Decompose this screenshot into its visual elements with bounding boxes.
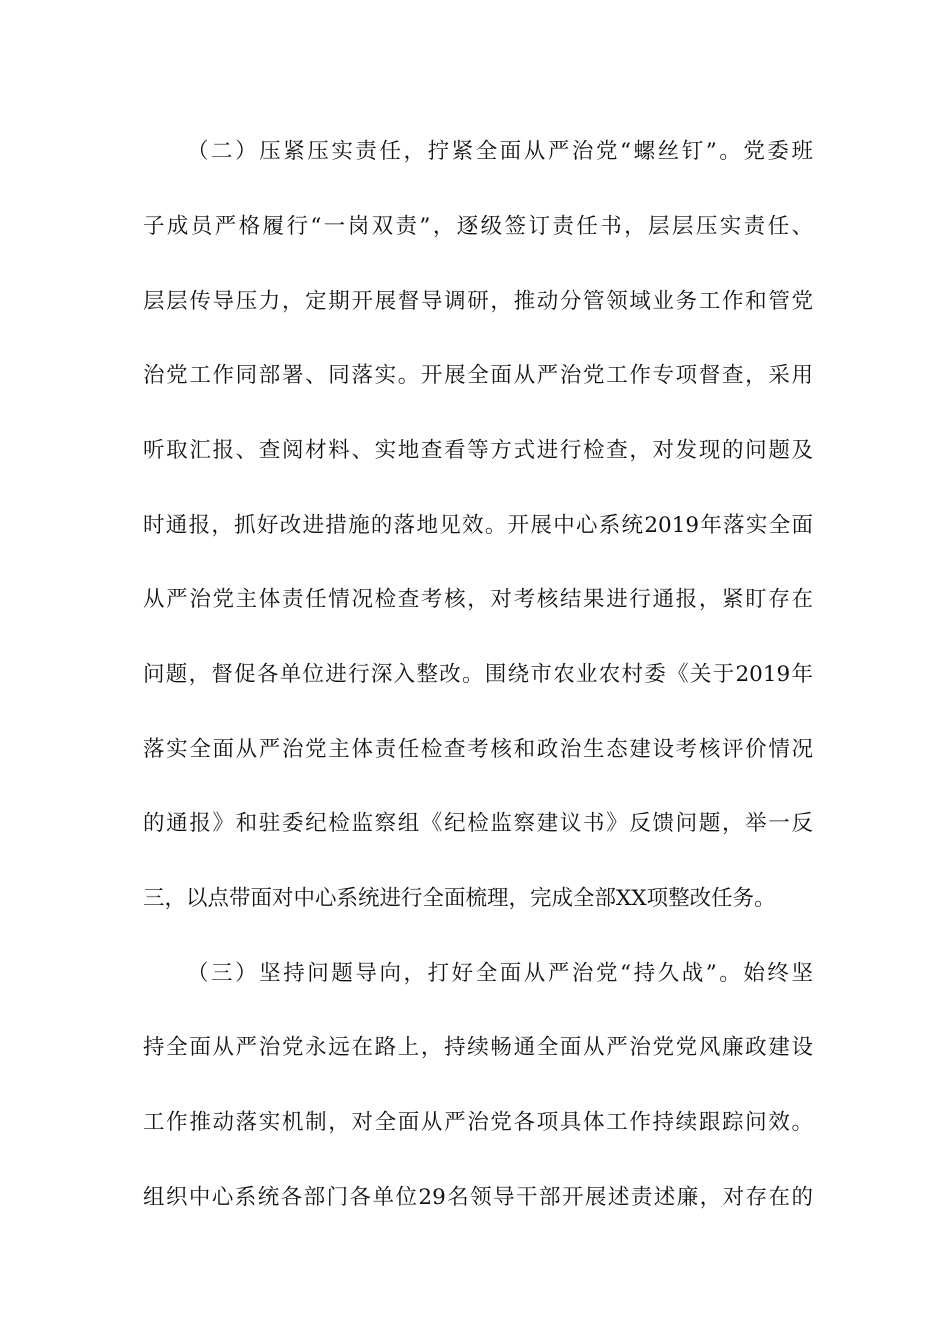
text-line: 从严治党主体责任情况检查考核，对考核结果进行通报，紧盯存在 — [143, 587, 813, 612]
text-line: 持全面从严治党永远在路上，持续畅通全面从严治党党风廉政建设 — [143, 1035, 813, 1060]
text-line: （三）坚持问题导向，打好全面从严治党“持久战”。始终坚 — [187, 961, 813, 986]
text-line: 落实全面从严治党主体责任检查考核和政治生态建设考核评价情况 — [143, 737, 813, 762]
text-line: 时通报，抓好改进措施的落地见效。开展中心系统2019年落实全面 — [143, 513, 813, 538]
text-line: 问题，督促各单位进行深入整改。围绕市农业农村委《关于2019年 — [143, 662, 813, 687]
text-line: 子成员严格履行“一岗双责”，逐级签订责任书，层层压实责任、 — [143, 214, 813, 239]
text-line: 的通报》和驻委纪检监察组《纪检监察建议书》反馈问题，举一反 — [143, 811, 813, 836]
text-line: 工作推动落实机制，对全面从严治党各项具体工作持续跟踪问效。 — [143, 1110, 813, 1135]
text-line: 听取汇报、查阅材料、实地查看等方式进行检查，对发现的问题及 — [143, 438, 813, 463]
text-line: 组织中心系统各部门各单位29名领导干部开展述责述廉，对存在的 — [143, 1185, 813, 1210]
text-line: （二）压紧压实责任，拧紧全面从严治党“螺丝钉”。党委班 — [187, 139, 813, 164]
text-line: 治党工作同部署、同落实。开展全面从严治党工作专项督查，采用 — [143, 363, 813, 388]
text-line: 层层传导压力，定期开展督导调研，推动分管领域业务工作和管党 — [143, 289, 813, 314]
text-line: 三，以点带面对中心系统进行全面梳理，完成全部XX项整改任务。 — [143, 886, 776, 911]
